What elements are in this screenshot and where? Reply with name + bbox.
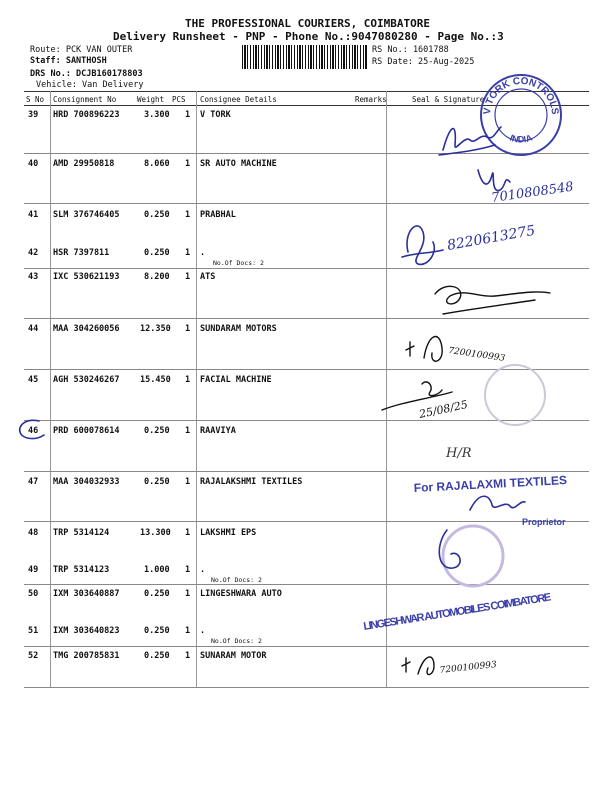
row-weight: 0.250 xyxy=(144,426,170,436)
row-consignee: PRABHAL xyxy=(200,210,236,220)
row-sno: 46 xyxy=(28,426,39,436)
row-pcs: 1 xyxy=(185,651,191,661)
row-consignment: SLM 376746405 xyxy=(53,210,120,220)
row-sno: 44 xyxy=(28,324,39,334)
row-consignee: RAJALAKSHMI TEXTILES xyxy=(200,477,303,487)
col-remarks: Remarks xyxy=(355,95,387,104)
row-weight: 13.300 xyxy=(140,528,171,538)
svg-text:25/08/25: 25/08/25 xyxy=(417,397,469,421)
row-consignee: SR AUTO MACHINE xyxy=(200,159,277,169)
row-consignment: MAA 304260056 xyxy=(53,324,120,334)
row-consignee: . xyxy=(200,565,206,575)
row-consignee: SUNDARAM MOTORS xyxy=(200,324,277,334)
faded-stamp-48 xyxy=(425,520,515,590)
row-pcs: 1 xyxy=(185,324,191,334)
note-46 xyxy=(442,437,492,467)
row-pcs: 1 xyxy=(185,477,191,487)
row-weight: 8.200 xyxy=(144,272,170,282)
col-consignment: Consignment No xyxy=(53,95,117,104)
row-sno: 47 xyxy=(28,477,39,487)
row-consignment: TRP 5314123 xyxy=(53,565,110,575)
row-docs: No.Of Docs: 2 xyxy=(211,637,262,645)
row-weight: 8.060 xyxy=(144,159,170,169)
row-consignment: MAA 304032933 xyxy=(53,477,120,487)
row-pcs: 1 xyxy=(185,565,191,575)
row-consignment: TMG 200785831 xyxy=(53,651,120,661)
row-consignee: LINGESHWARA AUTO xyxy=(200,589,282,599)
col-consignee: Consignee Details xyxy=(200,95,277,104)
signature-40 xyxy=(470,160,600,210)
svg-text:Proprietor: Proprietor xyxy=(522,517,566,527)
row-pcs: 1 xyxy=(185,272,191,282)
row-consignment: AMD 29950818 xyxy=(53,159,115,169)
row-consignee: . xyxy=(200,626,206,636)
row-sno: 49 xyxy=(28,565,39,575)
row-sno: 41 xyxy=(28,210,39,220)
row-sno: 39 xyxy=(28,110,39,120)
row-sno: 42 xyxy=(28,248,39,258)
signature-52 xyxy=(398,648,533,693)
row-consignee: SUNARAM MOTOR xyxy=(200,651,267,661)
row-pcs: 1 xyxy=(185,375,191,385)
barcode xyxy=(242,45,368,69)
row-consignment: HSR 7397811 xyxy=(53,248,110,258)
row-sno: 43 xyxy=(28,272,39,282)
rs-number: RS No.: 1601788 xyxy=(372,45,449,55)
row-weight: 0.250 xyxy=(144,248,170,258)
row-weight: 15.450 xyxy=(140,375,171,385)
svg-text:7010808548: 7010808548 xyxy=(490,179,575,206)
row-weight: 0.250 xyxy=(144,589,170,599)
row-consignee: ATS xyxy=(200,272,216,282)
row-consignment: AGH 530246267 xyxy=(53,375,120,385)
svg-text:8220613275: 8220613275 xyxy=(445,222,537,254)
col-sno: S No xyxy=(26,95,45,104)
row-pcs: 1 xyxy=(185,159,191,169)
vehicle: Vehicle: Van Delivery xyxy=(36,80,144,90)
staff: Staff: SANTHOSH xyxy=(30,56,107,66)
svg-text:V TORK CONTROLS: V TORK CONTROLS xyxy=(481,75,561,116)
row-consignee: RAAVIYA xyxy=(200,426,236,436)
row-sno: 50 xyxy=(28,589,39,599)
row-pcs: 1 xyxy=(185,248,191,258)
row-consignment: TRP 5314124 xyxy=(53,528,110,538)
signature-45 xyxy=(372,376,492,426)
row-pcs: 1 xyxy=(185,210,191,220)
row-weight: 0.250 xyxy=(144,210,170,220)
drs-number: DRS No.: DCJB160178803 xyxy=(30,69,143,79)
row-pcs: 1 xyxy=(185,589,191,599)
col-seal: Seal & Signature xyxy=(412,95,485,104)
row-consignee: LAKSHMI EPS xyxy=(200,528,257,538)
signature-42 xyxy=(398,212,568,277)
row-pcs: 1 xyxy=(185,426,191,436)
rs-date: RS Date: 25-Aug-2025 xyxy=(372,57,475,67)
row-consignee: FACIAL MACHINE xyxy=(200,375,272,385)
row-consignment: PRD 600078614 xyxy=(53,426,120,436)
runsheet-subtitle: Delivery Runsheet - PNP - Phone No.:9047080280 - Page No.:3 xyxy=(113,30,504,43)
svg-text:For RAJALAXMI TEXTILES: For RAJALAXMI TEXTILES xyxy=(413,472,568,495)
svg-text:LINGESHWAR AUTOMOBILES COIMBAT: LINGESHWAR AUTOMOBILES COIMBATORE xyxy=(362,591,553,633)
row-weight: 3.300 xyxy=(144,110,170,120)
signature-43 xyxy=(425,276,560,321)
lingeshwar-stamp xyxy=(360,590,570,640)
route: Route: PCK VAN OUTER xyxy=(30,45,133,55)
row-sno: 48 xyxy=(28,528,39,538)
svg-text:H/R: H/R xyxy=(446,446,472,461)
row-consignment: IXM 303640823 xyxy=(53,626,120,636)
row-weight: 0.250 xyxy=(144,626,170,636)
row-weight: 0.250 xyxy=(144,651,170,661)
row-pcs: 1 xyxy=(185,528,191,538)
row-weight: 1.000 xyxy=(144,565,170,575)
row-consignee: V TORK xyxy=(200,110,231,120)
signature-39 xyxy=(435,115,505,160)
row-consignment: HRD 700896223 xyxy=(53,110,120,120)
row-consignment: IXC 530621193 xyxy=(53,272,120,282)
row-docs: No.Of Docs: 2 xyxy=(211,576,262,584)
row-sno: 40 xyxy=(28,159,39,169)
row-consignee: . xyxy=(200,248,206,258)
row-consignment: IXM 303640887 xyxy=(53,589,120,599)
row-pcs: 1 xyxy=(185,626,191,636)
col-pcs: PCS xyxy=(172,95,186,104)
row-sno: 52 xyxy=(28,651,39,661)
col-weight: Weight xyxy=(137,95,165,104)
row-weight: 0.250 xyxy=(144,477,170,487)
svg-text:7200100993: 7200100993 xyxy=(447,346,506,364)
company-name: THE PROFESSIONAL COURIERS, COIMBATORE xyxy=(185,17,431,30)
row-docs: No.Of Docs: 2 xyxy=(213,259,264,267)
row-sno: 51 xyxy=(28,626,39,636)
row-weight: 12.350 xyxy=(140,324,171,334)
row-pcs: 1 xyxy=(185,110,191,120)
svg-text:7200100993: 7200100993 xyxy=(439,660,498,676)
row-sno: 45 xyxy=(28,375,39,385)
svg-text:INDIA: INDIA xyxy=(508,132,534,145)
